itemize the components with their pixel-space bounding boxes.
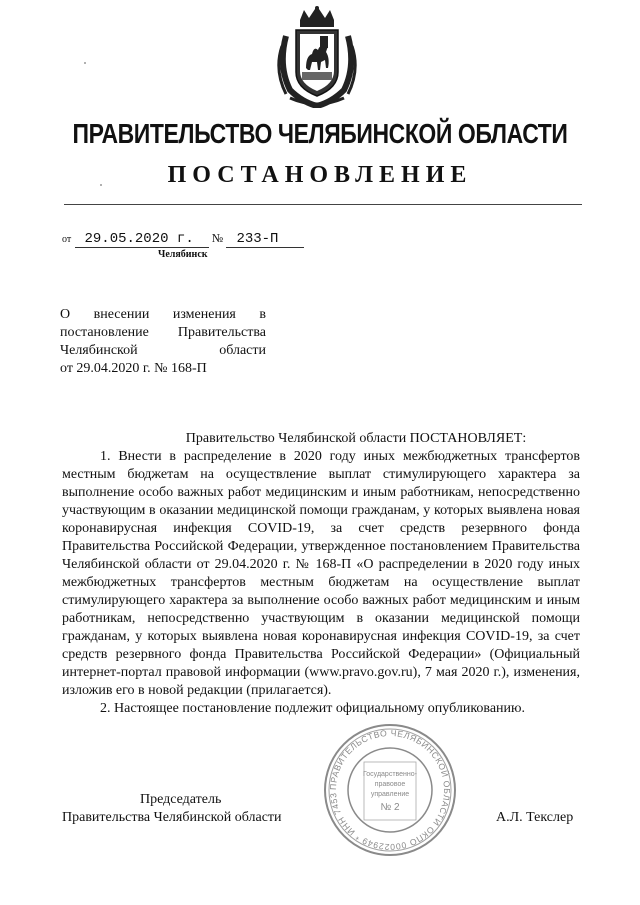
- signatory-position-line-1: Председатель: [140, 792, 222, 807]
- document-body: [62, 430, 580, 718]
- stamp-inner-line: управление: [370, 791, 410, 798]
- subject-word: внесении: [93, 307, 150, 322]
- official-stamp: [322, 722, 458, 858]
- body-paragraph-2: 2. Настоящее постановление подлежит официальному опубликованию.: [100, 701, 525, 716]
- stamp-inner-number: № 2: [380, 802, 400, 813]
- government-title: ПРАВИТЕЛЬСТВО ЧЕЛЯБИНСКОЙ ОБЛАСТИ: [72, 118, 568, 149]
- document-number: 233-П: [226, 231, 304, 248]
- stamp-outer-text: ПРАВИТЕЛЬСТВО ЧЕЛЯБИНСКОЙ ОБЛАСТИ ОКПО 00022949 * ИНН 7453: [327, 727, 453, 853]
- document-type-heading: ПОСТАНОВЛЕНИЕ: [167, 162, 473, 188]
- document-date-number-row: [62, 230, 304, 248]
- preamble: Правительство Челябинской области ПОСТАНОВЛЯЕТ:: [185, 431, 527, 446]
- subject-word: в: [259, 307, 266, 322]
- subject-line: [60, 324, 266, 342]
- document-city: Челябинск: [158, 249, 208, 260]
- header-divider: [64, 204, 582, 205]
- subject-word: изменения: [172, 307, 236, 322]
- subject-word: постановление: [60, 325, 149, 340]
- scan-speck: [100, 184, 102, 186]
- stamp-inner-line: Государственно-: [362, 771, 418, 778]
- signatory-position-line-2: Правительства Челябинской области: [62, 810, 282, 825]
- subject-word: Челябинской: [60, 343, 138, 358]
- date-label: от: [62, 234, 72, 245]
- subject-line: [60, 306, 266, 324]
- document-date: 29.05.2020 г.: [75, 231, 209, 248]
- subject-word: Правительства: [177, 325, 266, 340]
- subject-word: области: [219, 343, 266, 358]
- subject-line: от 29.04.2020 г. № 168-П: [60, 361, 207, 376]
- subject-word: О: [60, 307, 71, 322]
- signatory-name: А.Л. Текслер: [496, 810, 574, 825]
- number-label: №: [211, 231, 224, 245]
- body-paragraph-1: 1. Внести в распределение в 2020 году иных межбюджетных трансфертов местным бюджетам на осуществление выплат стимулирующего характера за выполнение особо важных работ медицинским и иным работникам, непосредственно участвующим в оказании медицинской помощи гражданам, у которых выявлена новая коронавирусная инфекция COVID-19, за счет средств резервного фонда Правительства Российской Федерации, утвержденное постановлением Правительства Челябинской области от 29.04.2020 г. № 168-П «О распределении в 2020 году иных межбюджетных трансфертов местным бюджетам на осуществление выплат стимулирующего характера за выполнение особо важных работ медицинским и иным работникам, непосредственно участвующим в оказании медицинской помощи гражданам, у которых выявлена новая коронавирусная инфекция COVID-19, за счет средств резервного фонда Правительства Российской Федерации» (Официальный интернет-портал правовой информации (www.pravo.gov.ru), 7 мая 2020 г.), изменения, изложив его в новой редакции (прилагается).: [62, 449, 580, 698]
- stamp-inner-line: правовое: [374, 781, 406, 788]
- document-subject: [60, 306, 266, 378]
- coat-of-arms-emblem: [276, 6, 358, 108]
- subject-line: [60, 342, 266, 360]
- scan-speck: [84, 62, 86, 64]
